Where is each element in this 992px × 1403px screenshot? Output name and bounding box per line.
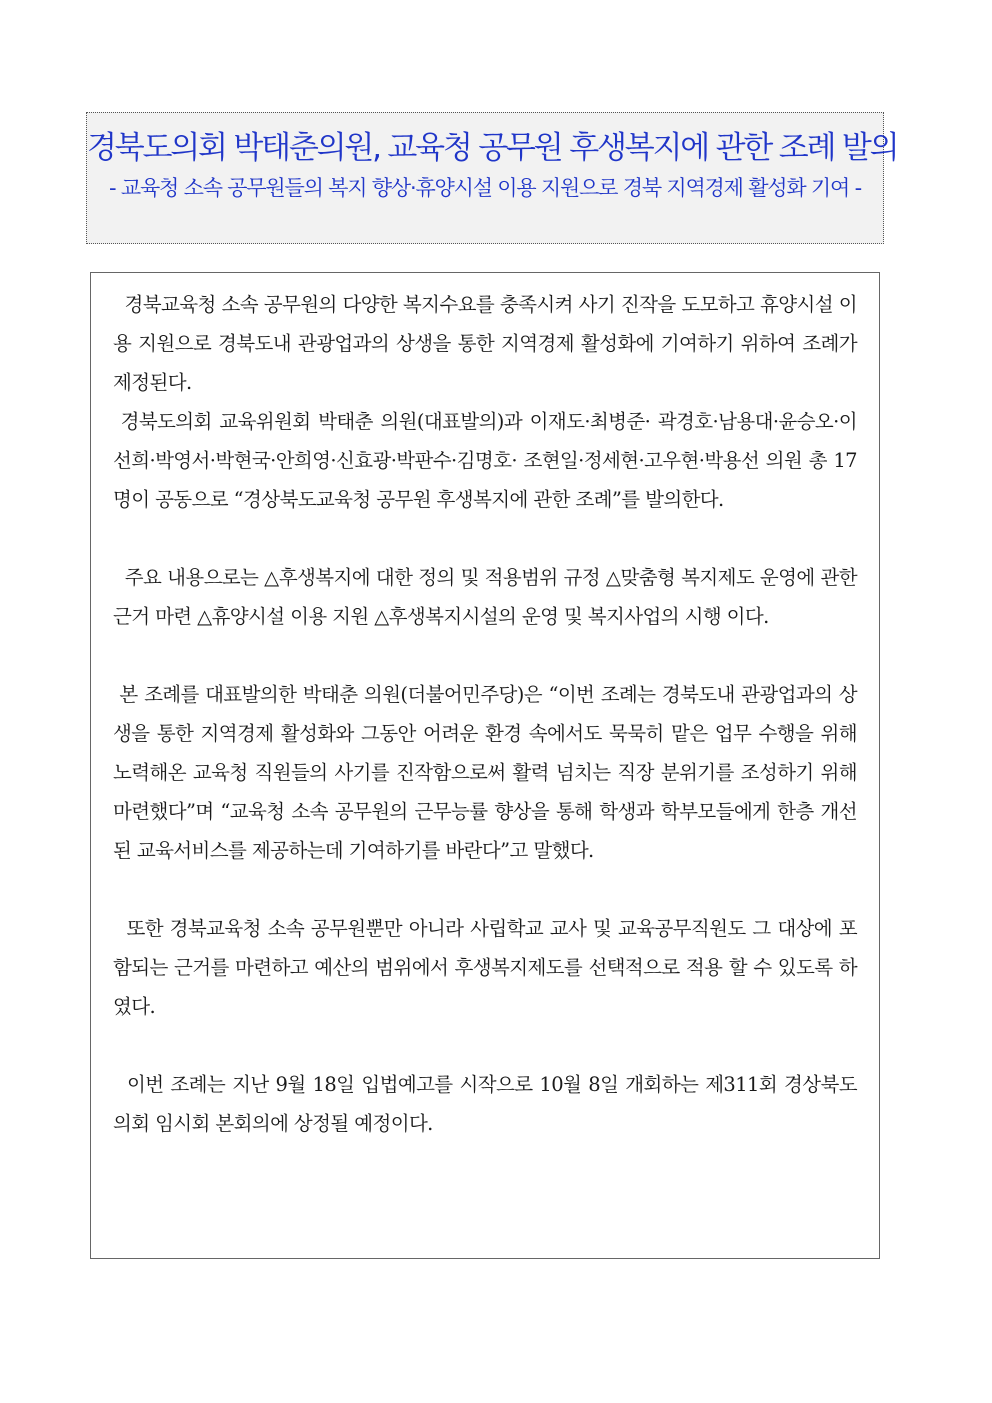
paragraph-spacer — [113, 1026, 857, 1065]
paragraph-sponsors: 경북도의회 교육위원회 박태춘 의원(대표발의)과 이재도·최병준· 곽경호·남용대·윤승오·이선희·박영서·박현국·안희영·신효광·박판수·김명호· 조현일·정세현·고우현·박용선 의원 총 17명이 공동으로 “경상북도교육청 공무원 후생복지에 관한 조례”를 발의한다. — [113, 410, 857, 511]
paragraph-spacer — [113, 636, 857, 675]
paragraph-main-content: 주요 내용으로는 △후생복지에 대한 정의 및 적용범위 규정 △맞춤형 복지제도 운영에 관한 근거 마련 △휴양시설 이용 지원 △후생복지시설의 운영 및 복지사업의 시행 이다. — [113, 566, 863, 628]
headline: 경북도의회 박태춘의원, 교육청 공무원 후생복지에 관한 조례 발의 — [87, 130, 898, 166]
headline-box — [86, 112, 898, 244]
paragraph-scope: 또한 경북교육청 소속 공무원뿐만 아니라 사립학교 교사 및 교육공무직원도 그 대상에 포함되는 근거를 마련하고 예산의 범위에서 후생복지제도를 선택적으로 적용 할 수 있도록 하였다. — [113, 917, 857, 1018]
article-body — [90, 272, 880, 1259]
subheadline: - 교육청 소속 공무원들의 복지 향상·휴양시설 이용 지원으로 경북 지역경제 활성화 기여 - — [109, 176, 861, 200]
paragraph-quote: 본 조례를 대표발의한 박태춘 의원(더불어민주당)은 “이번 조례는 경북도내 관광업과의 상생을 통한 지역경제 활성화와 그동안 어려운 환경 속에서도 묵묵히 맡은 업무 수행을 위해 노력해온 교육청 직원들의 사기를 진작함으로써 활력 넘치는 직장 분위기를 조성하기 위해 마련했다”며 “교육청 소속 공무원의 근무능률 향상을 통해 학생과 학부모들에게 한층 개선된 교육서비스를 제공하는데 기여하기를 바란다”고 말했다. — [113, 683, 863, 862]
paragraph-purpose: 경북교육청 소속 공무원의 다양한 복지수요를 충족시켜 사기 진작을 도모하고 휴양시설 이용 지원으로 경북도내 관광업과의 상생을 통한 지역경제 활성화에 기여하기 위하여 조례가 제정된다. — [113, 293, 863, 394]
paragraph-schedule: 이번 조례는 지난 9월 18일 입법예고를 시작으로 10월 8일 개회하는 제311회 경상북도의회 임시회 본회의에 상정될 예정이다. — [113, 1073, 858, 1135]
paragraph-spacer — [113, 870, 857, 909]
paragraph-spacer — [113, 519, 857, 558]
